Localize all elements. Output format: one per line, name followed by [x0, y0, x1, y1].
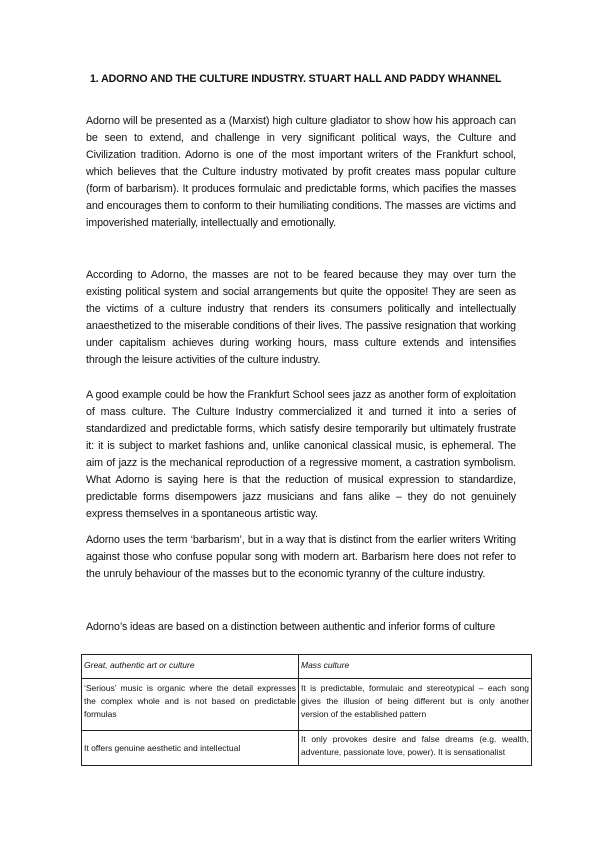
paragraph-distinction: Adorno’s ideas are based on a distinction between authentic and inferior forms of culture: [86, 620, 496, 633]
paragraph-jazz: A good example could be how the Frankfurt School sees jazz as another form of exploitation of mass culture. The Culture Industry commercialized it and turned it into a series of standardized and predictable forms, which satisfy desire temporarily but ultimately frustrate it: it is subject to market fashions and, unlike canonical classical music, is ephemeral. The aim of jazz is the mechanical reproduction of a regressive moment, a castration symbolism. What Adorno is saying here is that the reduction of musical expression to standardize, predictable forms disempowers jazz musicians and fans alike – they do not genuinely express themselves in a spontaneous artistic way.: [86, 388, 516, 521]
section-heading: 1. ADORNO AND THE CULTURE INDUSTRY. STUART HALL AND PADDY WHANNEL: [90, 73, 502, 85]
table-row: [82, 731, 532, 766]
table-cell: It is predictable, formulaic and stereotypical – each song gives the illusion of being different but is only another version of the established pattern: [299, 679, 532, 731]
table-header-authentic: Great, authentic art or culture: [82, 655, 299, 679]
table-cell: It only provokes desire and false dreams (e.g. wealth, adventure, passionate love, power). It is sensationalist: [299, 731, 532, 766]
table-header-mass: Mass culture: [299, 655, 532, 679]
comparison-table: [81, 654, 532, 766]
paragraph-intro: Adorno will be presented as a (Marxist) high culture gladiator to show how his approach can be seen to extend, and challenge in very significant political ways, the Culture and Civilization tradition. Adorno is one of the most important writers of the Frankfurt school, which believes that the Culture industry motivated by profit creates mass popular culture (form of barbarism). It produces formulaic and predictable forms, which pacifies the masses and encourages them to conform to their humiliating conditions. The masses are victims and impoverished materially, intellectually and emotionally.: [86, 114, 516, 230]
table-row: [82, 679, 532, 731]
table-header-row: [82, 655, 532, 679]
table-cell: It offers genuine aesthetic and intellectual: [82, 731, 299, 766]
table-cell: ‘Serious’ music is organic where the detail expresses the complex whole and is not based on predictable formulas: [82, 679, 299, 731]
paragraph-masses: According to Adorno, the masses are not to be feared because they may over turn the existing political system and social arrangements but quite the opposite! They are seen as the victims of a culture industry that renders its consumers politically and intellectually anaesthetized to the miserable conditions of their lives. The passive resignation that working under capitalism achieves during working hours, mass culture extends and intensifies through the leisure activities of the culture industry.: [86, 268, 516, 367]
paragraph-barbarism: Adorno uses the term ‘barbarism’, but in a way that is distinct from the earlier writers Writing against those who confuse popular song with modern art. Barbarism here does not refer to the unruly behaviour of the masses but to the economic tyranny of the culture industry.: [86, 533, 516, 580]
